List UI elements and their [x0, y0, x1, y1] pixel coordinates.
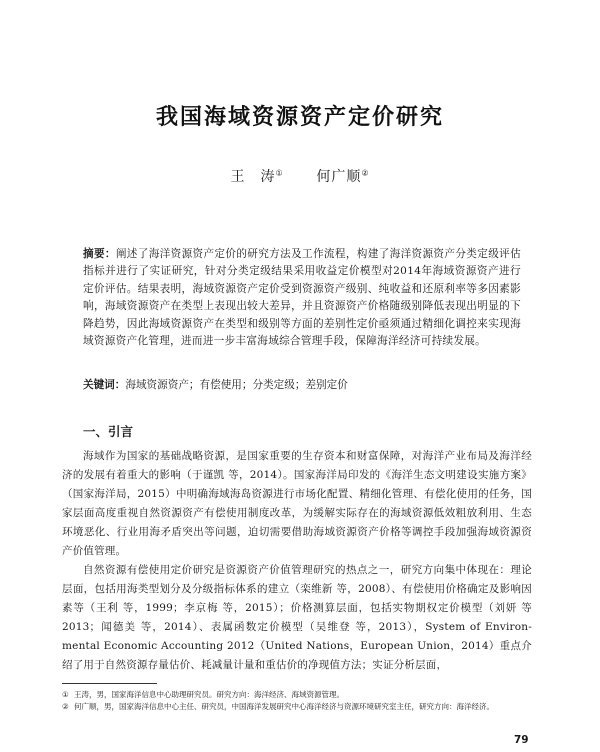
paper-title: 我国海域资源资产定价研究: [155, 105, 444, 130]
footnote: [62, 701, 532, 713]
keywords-label: 关键词：: [83, 379, 126, 391]
author-footnote-mark: ②: [361, 168, 370, 178]
body-paragraph: 自然资源有偿使用定价研究是资源资产价值管理研究的热点之一，研究方向集中体现在：理论层面，包括用海类型划分及分级指标体系的建立（栾维新 等，2008）、有偿使用价格确定及影响因素等（王利 等，1999；李京梅 等，2015）；价格测算层面，包括实物期权定价模型（刘妍 等2013；闻德美 等，2014）、表属函数定价模型（吴维登 等，2013），System of Environ-mental Economic Accounting 2012（United Nations，European Union，2014）重点介绍了用于自然资源存量估价、耗减量计量和重估价的净现值方法；实证分析层面，: [62, 564, 532, 671]
footnote-divider: [62, 683, 157, 684]
keywords: [83, 377, 521, 394]
page-number: 79: [514, 734, 529, 746]
footnotes: [62, 689, 532, 713]
body-text: [62, 447, 532, 675]
author-name: 王 涛: [230, 169, 276, 185]
keywords-text: 海域资源资产；有偿使用；分类定级；差别定价: [125, 379, 348, 391]
author-footnote-mark: ①: [275, 168, 284, 178]
footnote-text: 王涛，男，国家海洋信息中心助理研究员。研究方向：海洋经济、海域资源管理。: [74, 690, 344, 699]
footnote-mark: ②: [62, 702, 69, 711]
body-paragraph: 海域作为国家的基础战略资源，是国家重要的生存资本和财富保障，对海洋产业布局及海洋经济的发展有着重大的影响（于谨凯 等，2014）。国家海洋局印发的《海洋生态文明建设实施方案》（国家海洋局，2015）中明确海域海岛资源进行市场化配置、精细化管理、有偿化使用的任务，国家层面高度重视自然资源资产有偿使用制度改革，为缓解实际存在的海域资源低效粗放利用、生态环境恶化、行业用海矛盾突出等问题，迫切需要借助海域资源资产价格等调控手段加强海域资源资产价值管理。: [62, 450, 532, 557]
author-name: 何广顺: [316, 169, 362, 185]
abstract: [83, 246, 521, 350]
footnote-text: 何广顺，男，国家海洋信息中心主任、研究员，中国海洋发展研究中心海洋经济与资源环境研究室主任，研究方向：海洋经济。: [74, 702, 494, 711]
abstract-label: 摘要：: [83, 248, 116, 260]
section-heading: 一、引言: [83, 424, 134, 439]
footnote: [62, 689, 532, 701]
abstract-text: 阐述了海洋资源资产定价的研究方法及工作流程，构建了海洋资源资产分类定级评估指标并进行了实证研究，针对分类定级结果采用收益定价模型对2014年海域资源资产进行定价评估。结果表明，海域资源资产定价受到资源资产级别、纯收益和还原利率等多因素影响，海域资源资产在类型上表现出较大差异，并且资源资产价格随级别降低表现出明显的下降趋势，因此海域资源资产在类型和级别等方面的差别性定价亟须通过精细化调控来实现海域资源资产化管理，进而进一步丰富海域综合管理手段，保障海洋经济可持续发展。: [83, 248, 521, 348]
author-line: [0, 166, 600, 186]
footnote-mark: ①: [62, 690, 69, 699]
